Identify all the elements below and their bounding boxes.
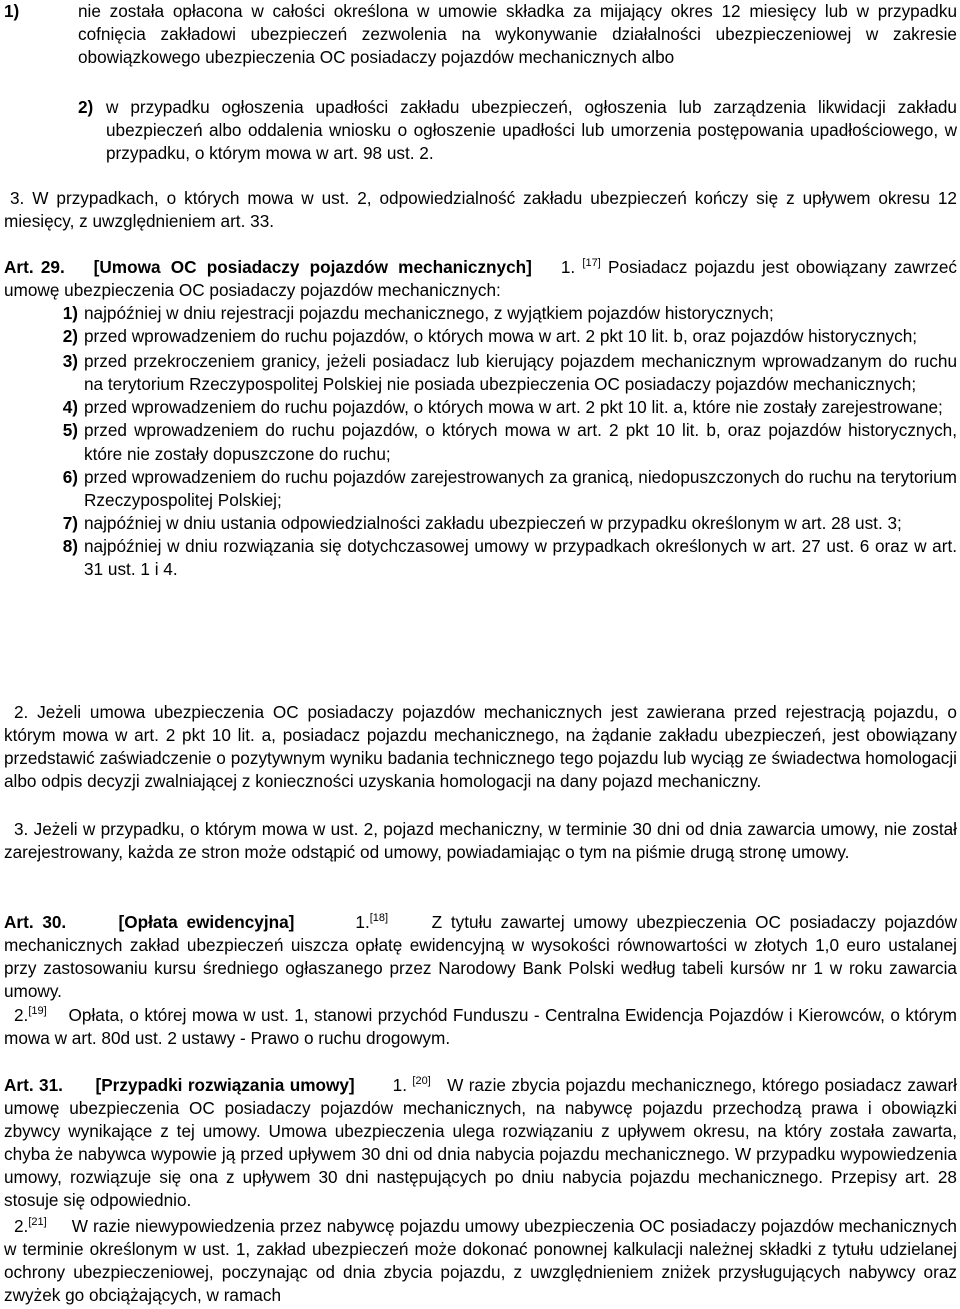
paragraph-art31-ust-2 [4,1215,957,1307]
item-number: 8) [62,535,78,556]
item-number: 2) [78,97,94,117]
ust-number: 1. [355,912,370,932]
list-item [4,350,957,396]
footnote-ref: [19] [28,1005,47,1017]
item-text: najpóźniej w dniu rejestracji pojazdu mechanicznego, z wyjątkiem pojazdów historycznych; [84,303,774,323]
article-label: Art. 31. [4,1075,63,1095]
article-text: Posiadacz pojazdu jest obowiązany zawrzeć umowę ubezpieczenia OC posiadaczy pojazdów mechanicznych: [4,257,957,301]
item-text: najpóźniej w dniu rozwiązania się dotychczasowej umowy w przypadkach określonych w art. 27 ust. 6 oraz w art. 31 ust. 1 i 4. [84,535,957,580]
article-label: Art. 30. [4,912,67,932]
ust-number: 1. [392,1075,407,1095]
paragraph-art29-ust-3: 3. Jeżeli w przypadku, o którym mowa w ust. 2, pojazd mechaniczny, w terminie 30 dni od dnia zawarcia umowy, nie został zarejestrowany, każda ze stron może odstąpić od umowy, powiadamiając o tym na piśmie drugą stronę umowy. [4,819,957,863]
list-item [4,535,957,581]
item-number: 2) [62,326,78,347]
list-item [4,302,957,325]
list-item [4,419,957,465]
footnote-ref: [20] [412,1075,431,1087]
paragraph-art30-ust-2 [4,1004,957,1050]
article-30 [4,911,957,1003]
article-29-intro [4,256,957,302]
item-text: nie została opłacona w całości określona w umowie składka za mijający okres 12 miesięcy lub w przypadku cofnięcia zakładowi ubezpieczeń zezwolenia na wykonywanie działalności ubezpieczeniowej w zakresie obowiązkowego ubezpieczenia OC posiadaczy pojazdów mechanicznych albo [78,1,957,68]
paragraph-text: Opłata, o której mowa w ust. 1, stanowi przychód Funduszu - Centralna Ewidencja Pojazdów i Kierowców, o którym mowa w art. 80d ust. 2 ustawy - Prawo o ruchu drogowym. [4,1005,957,1049]
ust-number: 2. [14,1005,29,1025]
article-title: [Przypadki rozwiązania umowy] [95,1075,355,1095]
paragraph-ust-3: 3. W przypadkach, o których mowa w ust. 2, odpowiedzialność zakładu ubezpieczeń kończy się z upływem okresu 12 miesięcy, z uwzględnieniem art. 33. [4,188,957,232]
footnote-ref: [17] [582,257,601,269]
list-item [4,325,957,348]
item-text: przed wprowadzeniem do ruchu pojazdów zarejestrowanych za granicą, niedopuszczonych do ruchu na terytorium Rzeczypospolitej Polskiej; [84,466,957,510]
article-29-items [4,302,957,581]
article-text: W razie zbycia pojazdu mechanicznego, którego posiadacz zawarł umowę ubezpieczenia OC posiadaczy pojazdów mechanicznych, na nabywcę pojazdu przechodzą prawa i obowiązki zbywcy wynikające z tej umowy. Umowa ubezpieczenia ulega rozwiązaniu z upływem okresu, na który została zawarta, chyba że nabywca wypowie ją przed upływem 30 dni od dnia nabycia pojazdu mechanicznego. W przypadku wypowiedzenia umowy, rozwiązuje się ona z upływem 30 dni następujących po dniu nabycia pojazdu mechanicznego. Przepisy art. 28 stosuje się odpowiednio. [4,1075,957,1211]
ust-number: 1. [560,257,576,277]
list-item-1 [4,0,957,69]
article-title: [Opłata ewidencyjna] [118,912,295,932]
item-text: w przypadku ogłoszenia upadłości zakładu ubezpieczeń, ogłoszenia lub zarządzenia likwidacji zakładu ubezpieczeń albo oddalenia wniosku o ogłoszenie upadłości lub umorzenia postępowania upadłościowego, w przypadku, o którym mowa w art. 98 ust. 2. [106,97,957,164]
item-number: 4) [62,397,78,418]
article-text: Z tytułu zawartej umowy ubezpieczenia OC posiadaczy pojazdów mechanicznych zakład ubezpieczeń uiszcza opłatę ewidencyjną w wysokości równowartości w złotych 1,0 euro ustalanej przy zastosowaniu kursu średniego ogłaszanego przez Narodowy Bank Polski według tabeli kursów nr 1 w roku zawarcia umowy. [4,912,957,1002]
item-number: 7) [62,512,78,533]
ust-number: 2. [14,1216,29,1236]
item-text: przed przekroczeniem granicy, jeżeli posiadacz lub kierujący pojazdem mechanicznym wprowadzanym do ruchu na terytorium Rzeczypospolitej Polskiej nie posiada ubezpieczenia OC posiadaczy pojazdów mechanicznych; [84,351,957,395]
item-text: przed wprowadzeniem do ruchu pojazdów, o których mowa w art. 2 pkt 10 lit. a, które nie zostały zarejestrowane; [84,397,943,418]
article-title: [Umowa OC posiadaczy pojazdów mechanicznych] [93,257,532,277]
item-number: 6) [62,466,78,487]
item-number: 1) [62,303,78,323]
item-number: 3) [62,351,78,372]
list-item-2 [78,96,957,165]
paragraph-text: W razie niewypowiedzenia przez nabywcę pojazdu umowy ubezpieczenia OC posiadaczy pojazdów mechanicznych w terminie określonym w ust. 1, zakład ubezpieczeń może dokonać ponownej kalkulacji należnej składki z tytułu udzielanej ochrony ubezpieczeniowej, poczynając od dnia zbycia pojazdu, z uwzględnieniem zniżek przysługujących nabywcy oraz zwyżek go obciążających, w ramach [4,1216,957,1306]
article-label: Art. 29. [4,257,65,277]
list-item [4,466,957,512]
article-31 [4,1074,957,1213]
list-item [4,512,957,535]
paragraph-art29-ust-2: 2. Jeżeli umowa ubezpieczenia OC posiadaczy pojazdów mechanicznych jest zawierana przed rejestracją pojazdu, o którym mowa w art. 2 pkt 10 lit. a, posiadacz pojazdu mechanicznego, na żądanie zakładu ubezpieczeń, jest obowiązany przedstawić zaświadczenie o pozytywnym wyniku badania technicznego tego pojazdu lub wyciąg ze świadectwa homologacji albo odpis decyzji zwalniającej z konieczności uzyskania homologacji na dany pojazd mechaniczny. [4,702,957,792]
item-text: najpóźniej w dniu ustania odpowiedzialności zakładu ubezpieczeń w przypadku określonym w art. 28 ust. 3; [84,512,902,533]
item-text: przed wprowadzeniem do ruchu pojazdów, o których mowa w art. 2 pkt 10 lit. b, oraz pojazdów historycznych; [84,326,918,347]
item-number: 1) [4,1,20,21]
item-number: 5) [62,420,78,441]
footnote-ref: [21] [28,1216,47,1228]
list-item [4,396,957,419]
footnote-ref: [18] [369,912,389,924]
item-text: przed wprowadzeniem do ruchu pojazdów, o których mowa w art. 2 pkt 10 lit. b, oraz pojazdów historycznych, które nie zostały dopuszczone do ruchu; [84,420,957,464]
